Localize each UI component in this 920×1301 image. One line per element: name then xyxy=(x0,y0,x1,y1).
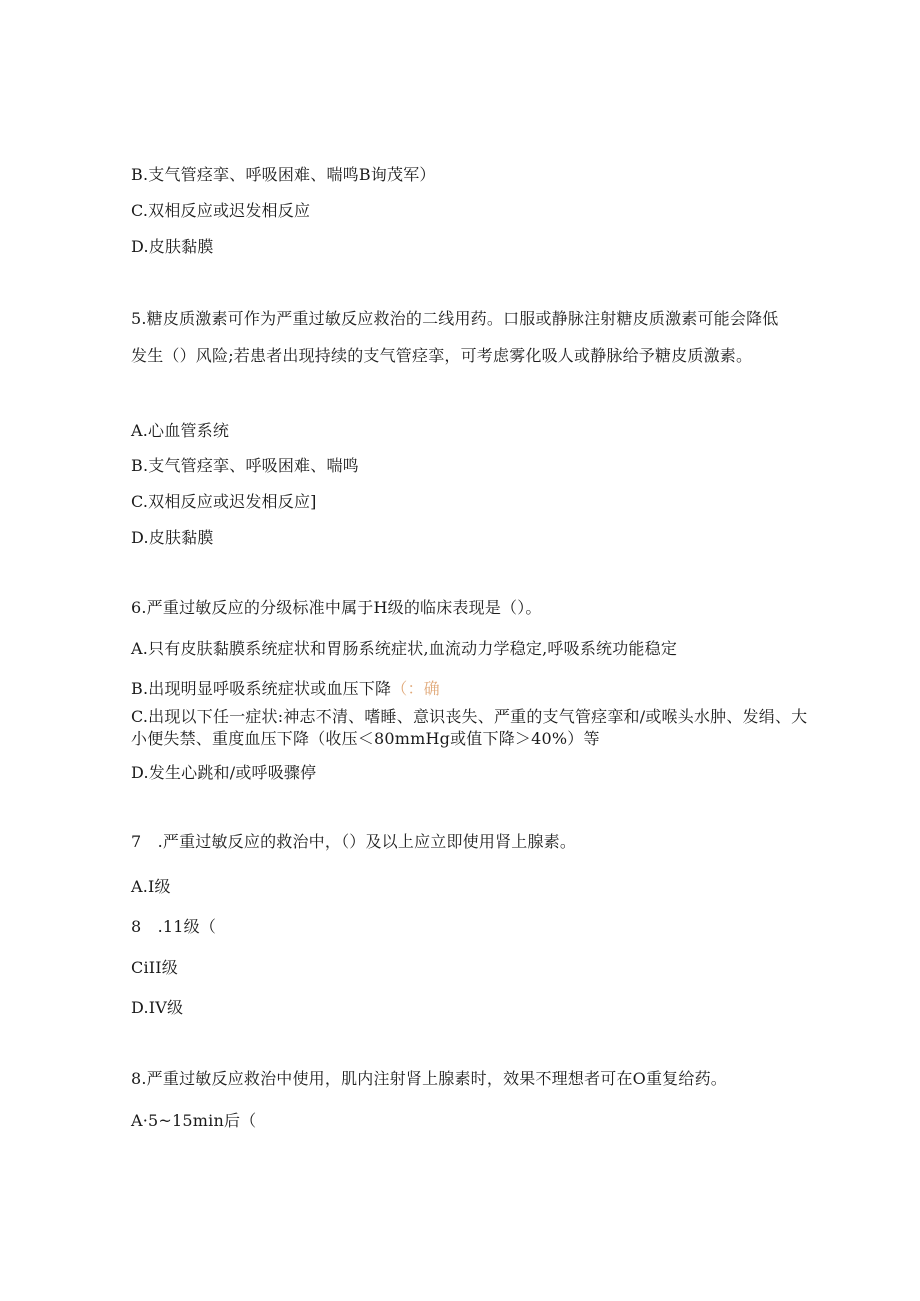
q7-option-b: 8 .11级（ xyxy=(131,917,217,936)
q7-option-a: A.I级 xyxy=(131,877,171,896)
q6-option-c: C.出现以下任一症状:神志不清、嗜睡、意识丧失、严重的支气管痉挛和/或喉头水肿、发绢、大小便失禁、重度血压下降（收压＜80mmHg或值下降＞40%）等 xyxy=(131,707,808,748)
q6-option-b-mark: （：确 xyxy=(391,679,440,698)
q6-option-a: A.只有皮肤黏膜系统症状和胃肠系统症状,血流动力学稳定,呼吸系统功能稳定 xyxy=(131,639,678,658)
q7-option-c: CiII级 xyxy=(131,958,179,977)
q6-option-b xyxy=(131,678,440,700)
q4-option-d: D.皮肤黏膜 xyxy=(131,237,214,256)
q5-option-c: C.双相反应或迟发相反应] xyxy=(131,492,317,511)
q5-option-a: A.心血管系统 xyxy=(131,421,230,440)
q8-stem: 8.严重过敏反应救治中使用，肌内注射肾上腺素时，效果不理想者可在O重复给药。 xyxy=(131,1069,727,1088)
q7-option-d: D.IV级 xyxy=(131,998,184,1017)
q6-option-d: D.发生心跳和/或呼吸骤停 xyxy=(131,763,317,782)
q4-option-b: B.支气管痉挛、呼吸困难、喘鸣B询茂军） xyxy=(131,165,436,184)
q5-option-b: B.支气管痉挛、呼吸困难、喘鸣 xyxy=(131,456,359,475)
q6-stem: 6.严重过敏反应的分级标准中属于H级的临床表现是（）。 xyxy=(131,598,542,617)
q4-option-c: C.双相反应或迟发相反应 xyxy=(131,201,311,220)
q8-option-a: A·5~15min后（ xyxy=(131,1111,257,1130)
q5-stem: 5.糖皮质激素可作为严重过敏反应救治的二线用药。口服或静脉注射糖皮质激素可能会降低发生（）风险;若患者出现持续的支气管痉挛，可考虑雾化吸人或静脉给予糖皮质激素。 xyxy=(131,309,779,365)
q5-option-d: D.皮肤黏膜 xyxy=(131,528,214,547)
q6-option-b-text: B.出现明显呼吸系统症状或血压下降 xyxy=(131,679,392,698)
q7-stem: 7 .严重过敏反应的救治中，（）及以上应立即使用肾上腺素。 xyxy=(131,832,577,851)
